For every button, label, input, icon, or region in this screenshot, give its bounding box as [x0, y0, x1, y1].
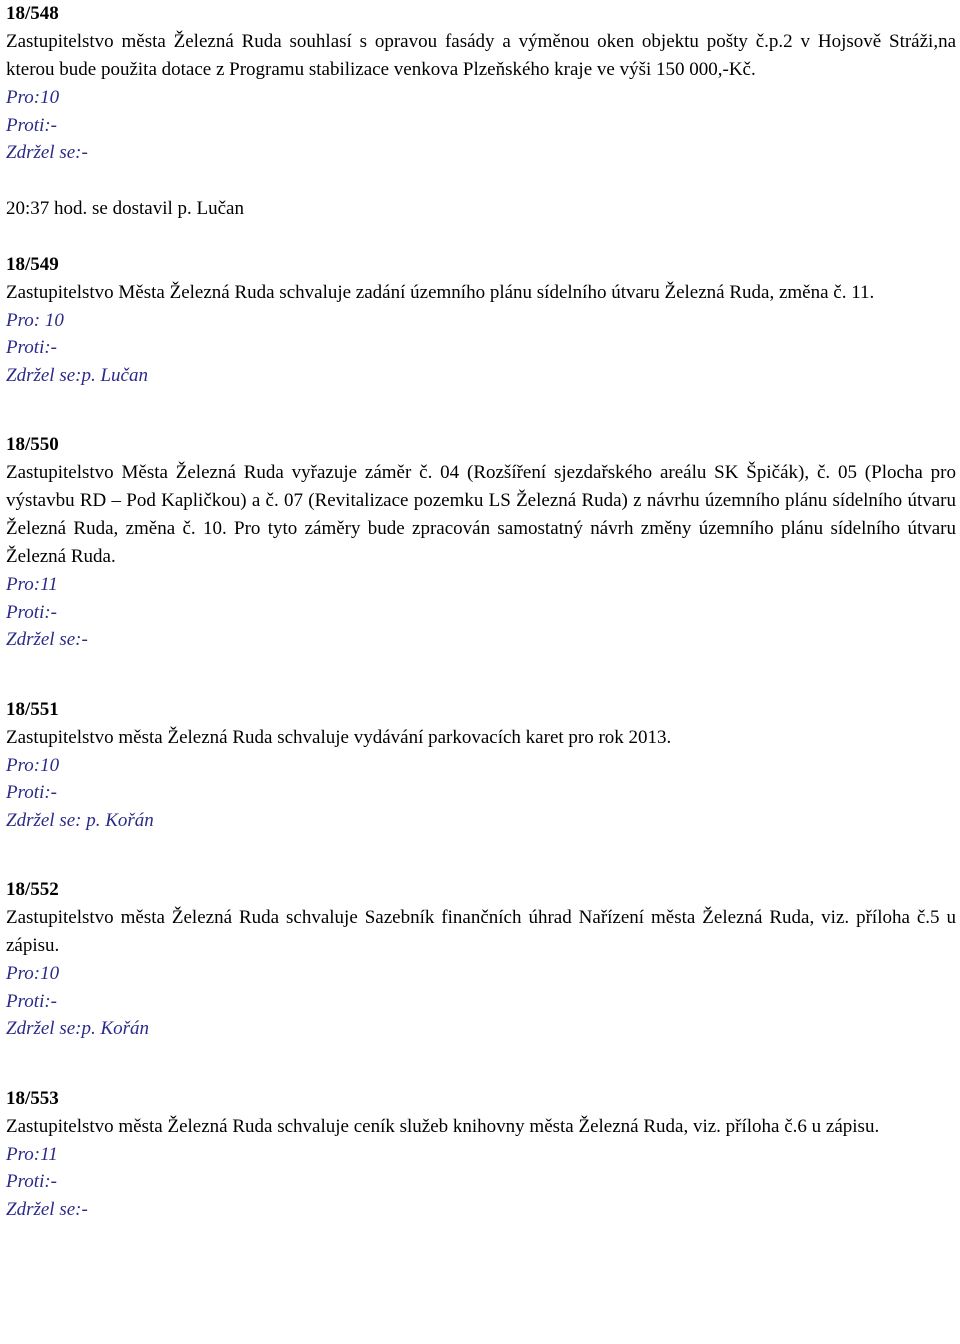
resolution-18-552	[6, 876, 958, 1043]
vote-zdrzel: Zdržel se:p. Kořán	[6, 1018, 150, 1039]
resolution-text: Zastupitelstvo Města Železná Ruda vyřazuje záměr č. 04 (Rozšíření sjezdařského areálu SK Špičák), č. 05 (Plocha pro výstavbu RD – Pod Kapličkou) a č. 07 (Revitalizace pozemku LS Železná Ruda) z návrhu územního plánu sídelního útvaru Železná Ruda, změna č. 10. Pro tyto záměry bude zpracován samostatný návrh změny územního plánu sídelního útvaru Železná Ruda.	[6, 462, 956, 567]
vote-pro: Pro: 10	[6, 309, 64, 331]
resolution-text: Zastupitelstvo Města Železná Ruda schvaluje zadání územního plánu sídelního útvaru Železná Ruda, změna č. 11.	[6, 281, 875, 303]
vote-zdrzel: Zdržel se: p. Kořán	[6, 809, 154, 831]
vote-pro: Pro:10	[6, 963, 60, 984]
resolution-text: Zastupitelstvo města Železná Ruda souhlasí s opravou fasády a výměnou oken objektu pošty č.p.2 v Hojsově Stráži,na kterou bude použita dotace z Programu stabilizace venkova Plzeňského kraje ve výši 150 000,-Kč.	[6, 31, 956, 80]
resolution-text: Zastupitelstvo města Železná Ruda schvaluje Sazebník finančních úhrad Nařízení města Železná Ruda, viz. příloha č.5 u zápisu.	[6, 907, 956, 956]
resolution-text: Zastupitelstvo města Železná Ruda schvaluje vydávání parkovacích karet pro rok 2013.	[6, 726, 672, 748]
vote-pro: Pro:11	[6, 1143, 58, 1165]
resolution-number: 18/553	[6, 1087, 59, 1109]
arrival-note: 20:37 hod. se dostavil p. Lučan	[6, 197, 244, 219]
vote-pro: Pro:11	[6, 574, 58, 595]
resolution-18-550	[6, 431, 958, 654]
vote-proti: Proti:-	[6, 990, 58, 1012]
resolution-text: Zastupitelstvo města Železná Ruda schvaluje ceník služeb knihovny města Železná Ruda, viz. příloha č.6 u zápisu.	[6, 1115, 880, 1137]
vote-proti: Proti:-	[6, 114, 58, 136]
vote-zdrzel: Zdržel se:p. Lučan	[6, 364, 148, 386]
resolution-18-548	[6, 0, 958, 167]
vote-pro: Pro:10	[6, 754, 60, 776]
vote-proti: Proti:-	[6, 601, 58, 623]
resolution-number: 18/550	[6, 434, 59, 455]
vote-zdrzel: Zdržel se:-	[6, 142, 88, 163]
resolution-number: 18/551	[6, 698, 59, 720]
vote-proti: Proti:-	[6, 782, 58, 803]
resolution-18-549	[6, 251, 958, 390]
resolution-18-553	[6, 1085, 958, 1224]
resolution-number: 18/548	[6, 3, 59, 24]
resolution-number: 18/552	[6, 879, 59, 900]
vote-proti: Proti:-	[6, 337, 58, 358]
resolution-number: 18/549	[6, 253, 59, 275]
vote-zdrzel: Zdržel se:-	[6, 629, 88, 650]
document-page	[6, 0, 958, 1223]
vote-zdrzel: Zdržel se:-	[6, 1198, 88, 1220]
resolution-18-551	[6, 696, 958, 835]
vote-proti: Proti:-	[6, 1171, 58, 1192]
vote-pro: Pro:10	[6, 87, 60, 108]
